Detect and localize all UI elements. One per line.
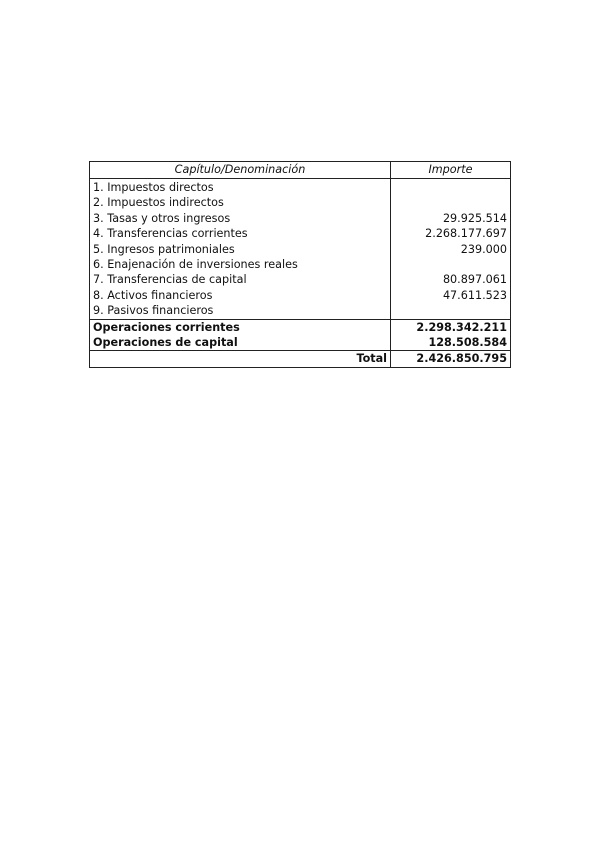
table-row: [90, 272, 511, 287]
row-label: 9. Pasivos financieros: [90, 303, 391, 319]
subtotal-row-current: [90, 319, 511, 335]
row-label: 6. Enajenación de inversiones reales: [90, 257, 391, 272]
row-value: 2.268.177.697: [391, 226, 511, 241]
subtotal-row-capital: [90, 335, 511, 351]
row-label: 1. Impuestos directos: [90, 179, 391, 196]
subtotal-value: 128.508.584: [391, 335, 511, 351]
subtotal-value: 2.298.342.211: [391, 319, 511, 335]
subtotal-label: Operaciones de capital: [90, 335, 391, 351]
table-header-row: [90, 162, 511, 179]
row-value: [391, 195, 511, 210]
row-value: 239.000: [391, 242, 511, 257]
table-row: [90, 257, 511, 272]
table-row: [90, 303, 511, 319]
total-value: 2.426.850.795: [391, 351, 511, 367]
total-label: Total: [90, 351, 391, 367]
row-value: [391, 179, 511, 196]
row-label: 4. Transferencias corrientes: [90, 226, 391, 241]
row-value: [391, 303, 511, 319]
row-label: 5. Ingresos patrimoniales: [90, 242, 391, 257]
table-row: [90, 242, 511, 257]
row-value: 29.925.514: [391, 211, 511, 226]
table-row: [90, 195, 511, 210]
budget-table: [89, 161, 511, 368]
row-label: 3. Tasas y otros ingresos: [90, 211, 391, 226]
row-label: 2. Impuestos indirectos: [90, 195, 391, 210]
row-value: 47.611.523: [391, 288, 511, 303]
row-value: 80.897.061: [391, 272, 511, 287]
table-row: [90, 211, 511, 226]
row-label: 8. Activos financieros: [90, 288, 391, 303]
header-chapter: Capítulo/Denominación: [90, 162, 391, 179]
row-label: 7. Transferencias de capital: [90, 272, 391, 287]
subtotal-label: Operaciones corrientes: [90, 319, 391, 335]
table-row: [90, 226, 511, 241]
table-row: [90, 179, 511, 196]
table-row: [90, 288, 511, 303]
header-amount: Importe: [391, 162, 511, 179]
total-row: [90, 351, 511, 367]
row-value: [391, 257, 511, 272]
